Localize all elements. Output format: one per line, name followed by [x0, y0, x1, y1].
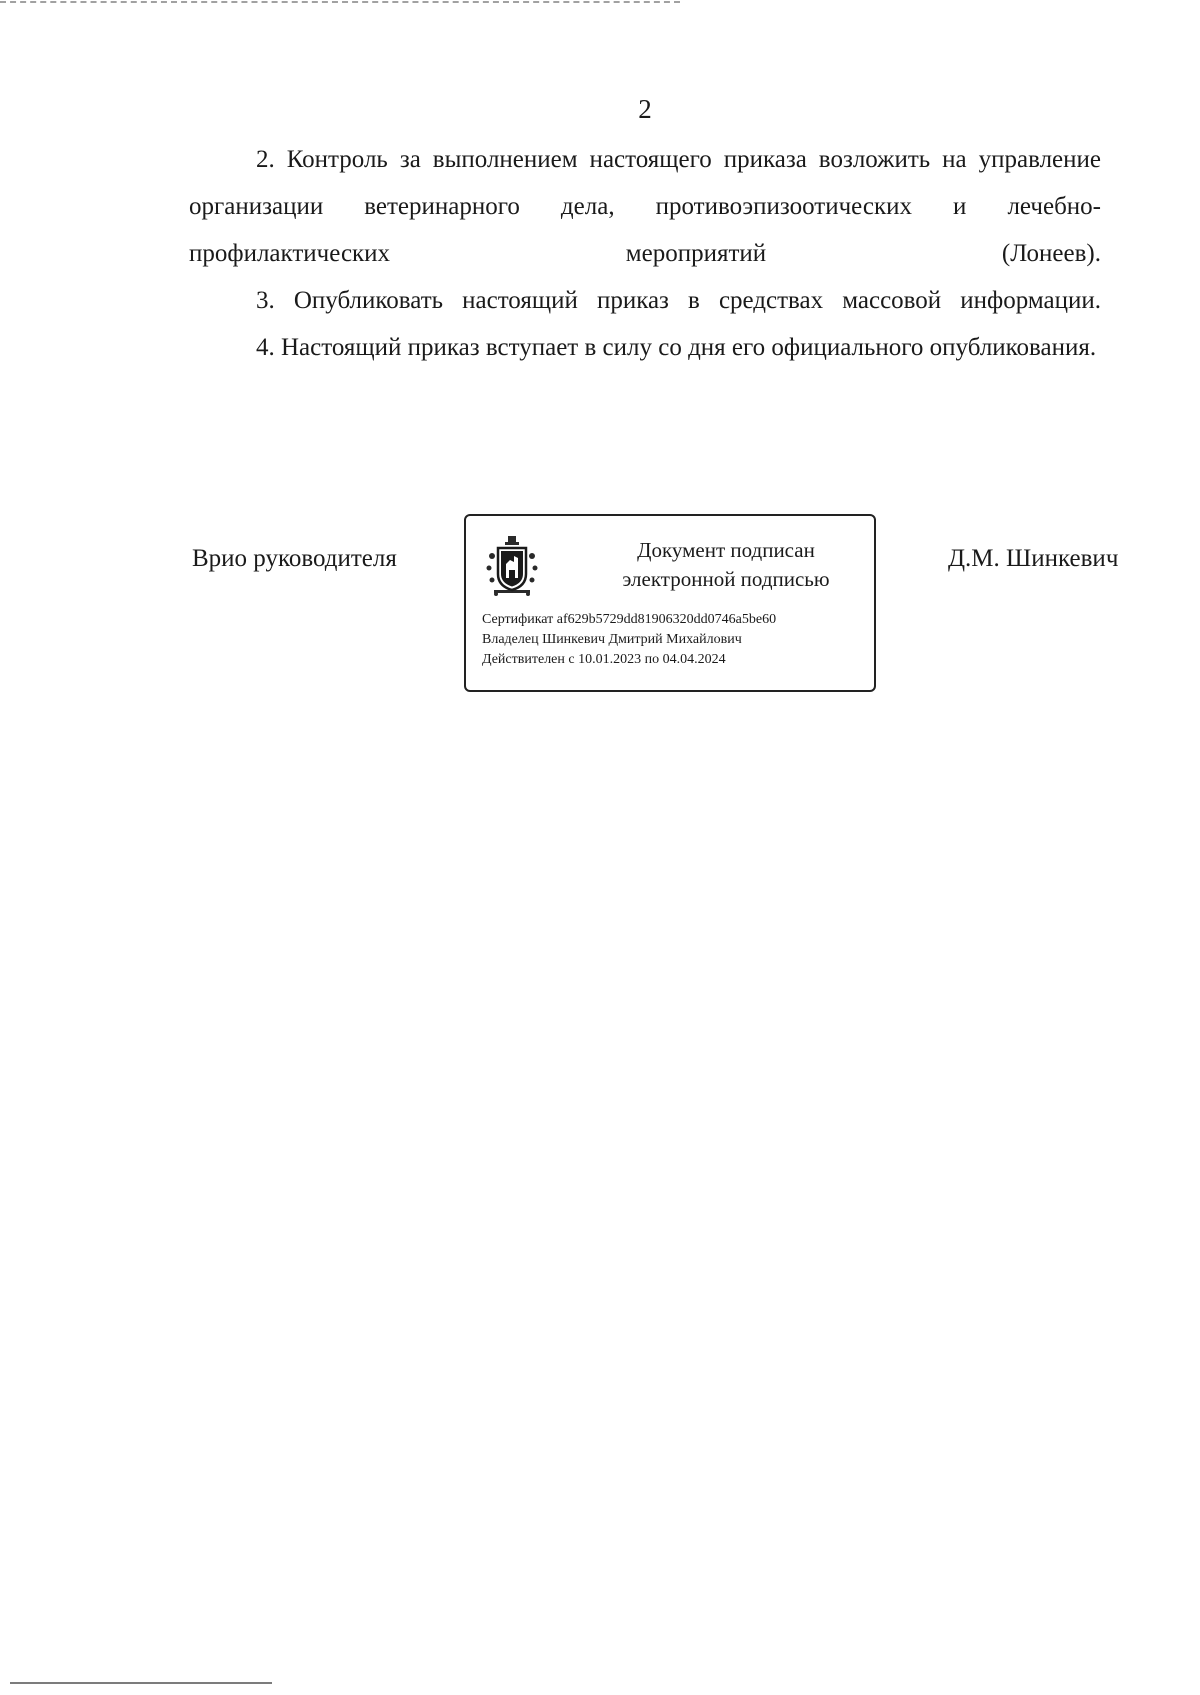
paragraph-publish: 3. Опубликовать настоящий приказ в средствах массовой информации.: [256, 287, 1101, 314]
paragraph-effective: 4. Настоящий приказ вступает в силу со дня его официального опубликования.: [256, 334, 1097, 361]
signatory-name: Д.М. Шинкевич: [948, 545, 1119, 572]
coat-of-arms-icon: [484, 534, 540, 598]
order-body: [189, 136, 1101, 371]
signatory-position: Врио руководителя: [192, 545, 397, 572]
page-number: 2: [638, 94, 652, 124]
stamp-title: [586, 536, 866, 594]
scan-edge-bottom: [10, 1682, 272, 1684]
electronic-signature-stamp: [464, 514, 876, 692]
certificate-owner: Владелец Шинкевич Дмитрий Михайлович: [482, 632, 742, 647]
stamp-title-line-1: Документ подписан: [637, 538, 815, 562]
paragraph-control: 2. Контроль за выполнением настоящего приказа возложить на управление организации ветеринарного дела, противоэпизоотических и лечебно-профилактических мероприятий (Лонеев).: [189, 146, 1101, 267]
stamp-title-line-2: электронной подписью: [622, 567, 830, 591]
certificate-validity: Действителен с 10.01.2023 по 04.04.2024: [482, 652, 726, 667]
scan-edge-top: [0, 1, 680, 3]
stamp-details: [482, 610, 872, 670]
certificate-number: Сертификат af629b5729dd81906320dd0746a5be60: [482, 612, 777, 627]
